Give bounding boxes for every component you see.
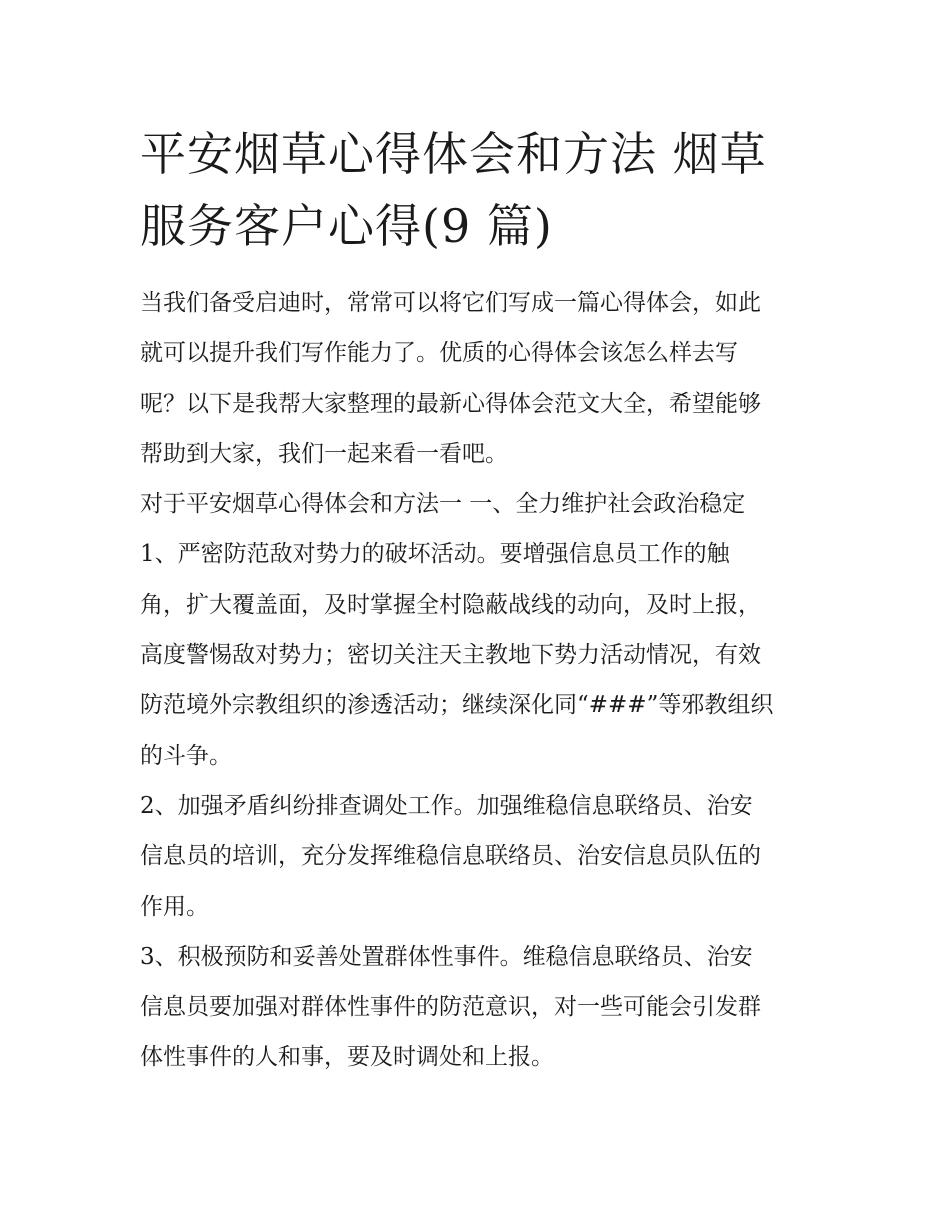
text-line: 帮助到大家，我们一起来看一看吧。 [140, 440, 508, 467]
item-1-paragraph [140, 529, 815, 780]
title-line: 服务客户心得(9 篇) [140, 199, 553, 253]
text-line: 防范境外宗教组织的渗透活动；继续深化同“###”等邪教组织 [140, 692, 774, 719]
section-heading-paragraph [140, 479, 815, 529]
document-page [140, 118, 815, 1083]
text-line: 对于平安烟草心得体会和方法一 一、全力维护社会政治稳定 [140, 491, 746, 518]
item-2-paragraph [140, 781, 815, 932]
text-line: 呢？以下是我帮大家整理的最新心得体会范文大全，希望能够 [140, 390, 761, 417]
text-line: 信息员要加强对群体性事件的防范意识，对一些可能会引发群 [140, 994, 761, 1021]
text-line: 信息员的培训，充分发挥维稳信息联络员、治安信息员队伍的 [140, 843, 761, 870]
text-line: 体性事件的人和事，要及时调处和上报。 [140, 1044, 554, 1071]
text-line: 就可以提升我们写作能力了。优质的心得体会该怎么样去写 [140, 340, 738, 367]
text-line: 当我们备受启迪时，常常可以将它们写成一篇心得体会，如此 [140, 290, 761, 316]
document-body [140, 278, 815, 1083]
text-line: 作用。 [140, 893, 209, 920]
text-line: 角，扩大覆盖面，及时掌握全村隐蔽战线的动向，及时上报， [140, 591, 761, 618]
text-line: 1、严密防范敌对势力的破坏活动。要增强信息员工作的触 [140, 541, 730, 568]
text-line: 2、加强矛盾纠纷排查调处工作。加强维稳信息联络员、治安 [140, 792, 753, 819]
text-line: 高度警惕敌对势力；密切关注天主教地下势力活动情况，有效 [140, 642, 761, 669]
text-line: 3、积极预防和妥善处置群体性事件。维稳信息联络员、治安 [140, 943, 753, 970]
text-line: 的斗争。 [140, 742, 232, 769]
title-line: 平安烟草心得体会和方法 烟草 [140, 127, 767, 181]
document-title [140, 118, 815, 262]
item-3-paragraph [140, 932, 815, 1083]
intro-paragraph [140, 278, 815, 479]
